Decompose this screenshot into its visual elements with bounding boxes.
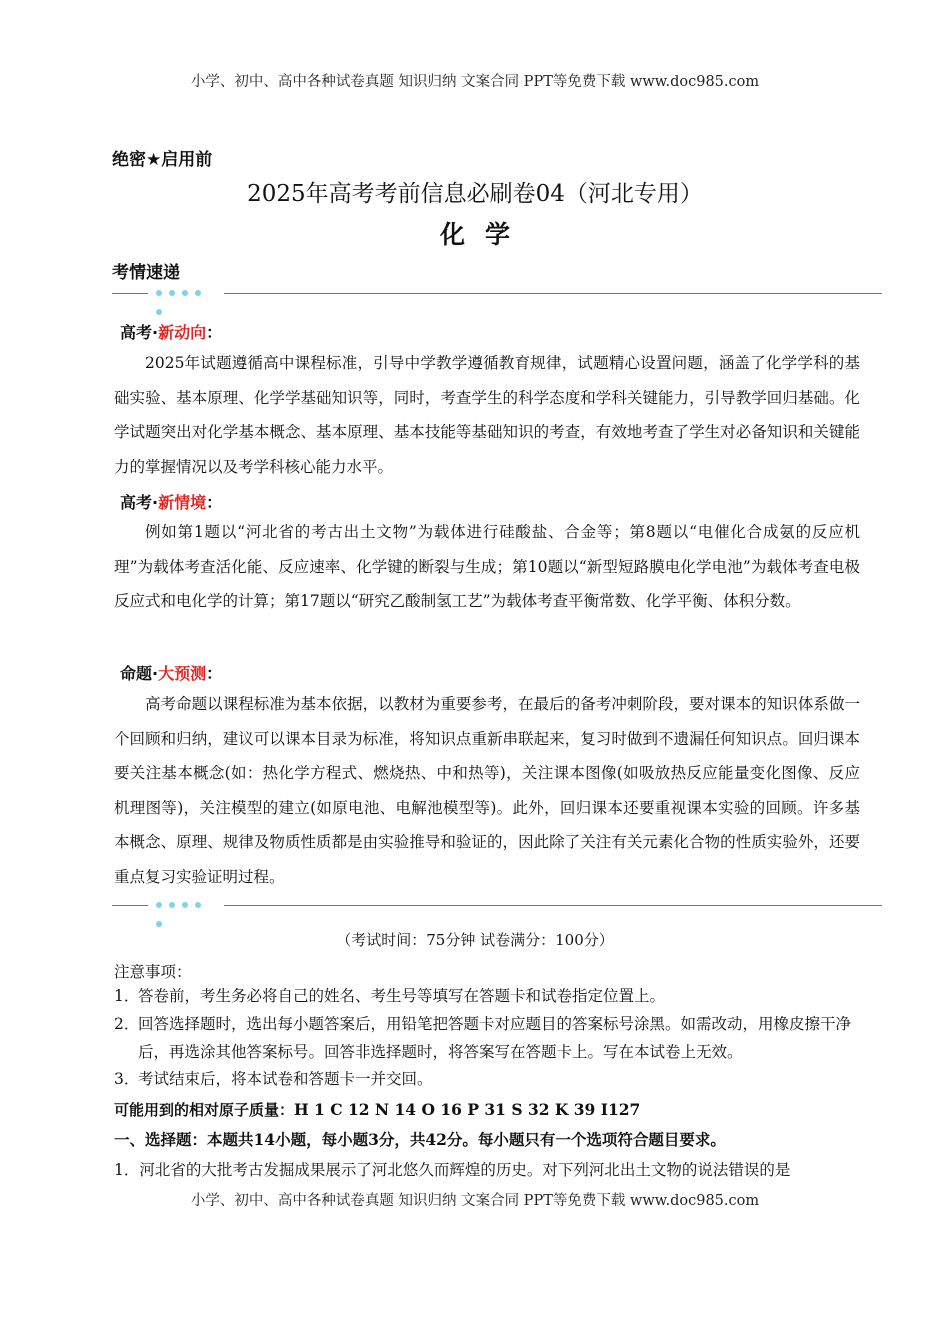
confidential-label: 绝密★启用前 [112, 150, 213, 170]
block-heading-new-trends: 高考·新动向： [120, 323, 223, 342]
exam-info: （考试时间：75分钟 试卷满分：100分） [336, 931, 614, 949]
note-item: 1． 答卷前，考生务必将自己的姓名、考生号等填写在答题卡和试卷指定位置上。 [114, 987, 666, 1005]
note-item: 2． 回答选择题时，选出每小题答案后，用铅笔把答题卡对应题目的答案标号涂黑。如需改动，用橡皮擦干净后，再选涂其他答案标号。回答非选择题时，将答案写在答题卡上。写在本试卷上无效。 [114, 1015, 852, 1061]
multiple-choice-heading: 一、选择题：本题共14小题，每小题3分，共42分。每小题只有一个选项符合题目要求。 [114, 1130, 726, 1149]
note-item: 3． 考试结束后，将本试卷和答题卡一并交回。 [114, 1070, 433, 1088]
decorative-divider-bottom [112, 900, 882, 912]
notes-title: 注意事项： [114, 963, 192, 981]
question-1-stem: 1．河北省的大批考古发掘成果展示了河北悠久而辉煌的历史。对下列河北出土文物的说法错误的是 [114, 1161, 791, 1179]
block-heading-new-contexts: 高考·新情境： [120, 493, 223, 512]
section-heading: 考情速递 [112, 263, 180, 283]
block-text-predictions: 高考命题以课程标准为基本依据，以教材为重要参考，在最后的备考冲刺阶段，要对课本的知识体系做一个回顾和归纳，建议可以课本目录为标准，将知识点重新串联起来，复习时做到不遗漏任何知识点。回归课本要关注基本概念(如：热化学方程式、燃烧热、中和热等)，关注课本图像(如吸放热反应能量变化图像、反应机理图等)，关注模型的建立(如原电池、电解池模型等)。此外，回归课本还要重视课本实验的回顾。许多基本概念、原理、规律及物质性质都是由实验推导和验证的，因此除了关注有关元素化合物的性质实验外，还要重点复习实验证明过程。 [114, 695, 860, 886]
page-footer: 小学、初中、高中各种试卷真题 知识归纳 文案合同 PPT等免费下载 www.doc985.com [190, 1193, 760, 1209]
subject-title: 化学 [439, 220, 530, 249]
block-text-new-trends: 2025年试题遵循高中课程标准，引导中学教学遵循教育规律，试题精心设置问题，涵盖了化学学科的基础实验、基本原理、化学学基础知识等，同时，考查学生的科学态度和学科关键能力，引导教学回归基础。化学试题突出对化学基本概念、基本原理、基本技能等基础知识的考查，有效地考查了学生对必备知识和关键能力的掌握情况以及考学科核心能力水平。 [114, 354, 860, 476]
decorative-divider-top [112, 288, 882, 300]
page-header: 小学、初中、高中各种试卷真题 知识归纳 文案合同 PPT等免费下载 www.doc985.com [190, 74, 760, 90]
block-heading-predictions: 命题·大预测： [120, 664, 223, 683]
block-text-new-contexts: 例如第1题以“河北省的考古出土文物”为载体进行硅酸盐、合金等；第8题以“电催化合成氨的反应机理”为载体考查活化能、反应速率、化学键的断裂与生成；第10题以“新型短路膜电化学电池”为载体考查电极反应式和电化学的计算；第17题以“研究乙酸制氢工艺”为载体考查平衡常数、化学平衡、体积分数。 [114, 523, 860, 610]
atomic-masses: 可能用到的相对原子质量：H 1 C 12 N 14 O 16 P 31 S 32 K 39 I127 [114, 1100, 641, 1119]
paper-title: 2025年高考考前信息必刷卷04（河北专用） [247, 181, 703, 207]
